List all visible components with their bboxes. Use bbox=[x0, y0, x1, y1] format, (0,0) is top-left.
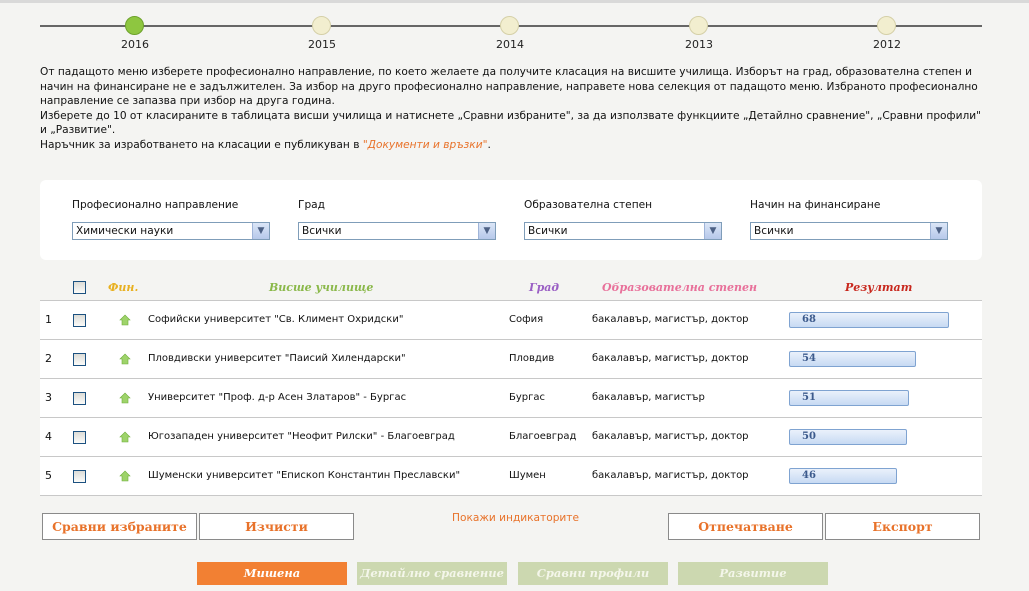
row-rank: 3 bbox=[45, 391, 52, 404]
funding-select[interactable] bbox=[750, 222, 948, 240]
timeline-dot-active[interactable] bbox=[125, 16, 144, 35]
instructions bbox=[40, 65, 990, 152]
tab-compare-profiles[interactable]: Сравни профили bbox=[518, 562, 668, 585]
timeline-year-label[interactable]: 2013 bbox=[685, 38, 713, 51]
timeline-year-label[interactable]: 2016 bbox=[121, 38, 149, 51]
row-degree: бакалавър, магистър, доктор bbox=[592, 314, 749, 325]
row-checkbox[interactable] bbox=[73, 314, 86, 327]
city-label: Град bbox=[298, 199, 326, 211]
row-city: Благоевград bbox=[509, 431, 577, 442]
timeline-dot[interactable] bbox=[689, 16, 708, 35]
timeline-year-label[interactable]: 2014 bbox=[496, 38, 524, 51]
row-school[interactable]: Пловдивски университет "Паисий Хилендарски" bbox=[148, 353, 406, 364]
print-button[interactable]: Отпечатване bbox=[668, 513, 823, 540]
chevron-down-icon[interactable]: ▼ bbox=[930, 223, 947, 239]
funding-select-value: Всички bbox=[754, 225, 794, 237]
header-school[interactable]: Висше училище bbox=[269, 281, 374, 294]
timeline-year-2016[interactable] bbox=[75, 0, 195, 60]
row-checkbox[interactable] bbox=[73, 431, 86, 444]
house-icon[interactable] bbox=[119, 431, 131, 443]
row-checkbox[interactable] bbox=[73, 353, 86, 366]
degree-label: Образователна степен bbox=[524, 199, 653, 211]
degree-filter bbox=[524, 199, 722, 240]
timeline-year-2013[interactable] bbox=[639, 0, 759, 60]
export-button[interactable]: Експорт bbox=[825, 513, 980, 540]
tab-development[interactable]: Развитие bbox=[678, 562, 828, 585]
city-select[interactable] bbox=[298, 222, 496, 240]
chevron-down-icon[interactable]: ▼ bbox=[478, 223, 495, 239]
funding-label: Начин на финансиране bbox=[750, 199, 881, 211]
timeline-year-2012[interactable] bbox=[827, 0, 947, 60]
row-city: Бургас bbox=[509, 392, 546, 403]
row-school[interactable]: Шуменски университет "Епископ Константин Преславски" bbox=[148, 470, 461, 481]
row-rank: 5 bbox=[45, 469, 52, 482]
row-rank: 4 bbox=[45, 430, 52, 443]
year-timeline bbox=[0, 0, 1029, 60]
timeline-year-label[interactable]: 2015 bbox=[308, 38, 336, 51]
compare-selected-button[interactable]: Сравни избраните bbox=[42, 513, 197, 540]
header-degree[interactable]: Образователна степен bbox=[602, 281, 758, 294]
row-school[interactable]: Софийски университет "Св. Климент Охридски" bbox=[148, 314, 404, 325]
row-degree: бакалавър, магистър, доктор bbox=[592, 431, 749, 442]
row-rank: 2 bbox=[45, 352, 52, 365]
instructions-paragraph bbox=[40, 138, 990, 153]
result-bar[interactable]: 54 bbox=[789, 351, 916, 367]
row-city: Шумен bbox=[509, 470, 546, 481]
chevron-down-icon[interactable]: ▼ bbox=[252, 223, 269, 239]
city-filter bbox=[298, 199, 496, 240]
row-checkbox[interactable] bbox=[73, 470, 86, 483]
field-select-value: Химически науки bbox=[76, 225, 174, 237]
row-school[interactable]: Университет "Проф. д-р Асен Златаров" - Бургас bbox=[148, 392, 407, 403]
row-school[interactable]: Югозападен университет "Неофит Рилски" - Благоевград bbox=[148, 431, 455, 442]
degree-select-value: Всички bbox=[528, 225, 568, 237]
header-city[interactable]: Град bbox=[529, 281, 560, 294]
select-all-checkbox[interactable] bbox=[73, 281, 86, 294]
timeline-year-2015[interactable] bbox=[262, 0, 382, 60]
instructions-paragraph: От падащото меню изберете професионално направление, по което желаете да получите класация на висшите училища. Изборът на град, образователна степен и начин на финансиране не е задължителен. За избор на друго професионално направление, направете нова селекция от падащото меню. Избраното професионално направление се запазва при избор на друга година. bbox=[40, 66, 978, 107]
field-label: Професионално направление bbox=[72, 199, 239, 211]
timeline-dot[interactable] bbox=[877, 16, 896, 35]
timeline-dot[interactable] bbox=[500, 16, 519, 35]
degree-select[interactable] bbox=[524, 222, 722, 240]
documents-link[interactable]: "Документи и връзки" bbox=[362, 138, 488, 151]
field-select[interactable] bbox=[72, 222, 270, 240]
filter-panel bbox=[40, 180, 982, 260]
house-icon[interactable] bbox=[119, 470, 131, 482]
header-fin[interactable]: Фин. bbox=[108, 281, 139, 294]
tab-target[interactable]: Мишена bbox=[197, 562, 347, 585]
row-degree: бакалавър, магистър, доктор bbox=[592, 353, 749, 364]
timeline-year-2014[interactable] bbox=[450, 0, 570, 60]
row-city: Пловдив bbox=[509, 353, 555, 364]
timeline-year-label[interactable]: 2012 bbox=[873, 38, 901, 51]
row-city: София bbox=[509, 314, 544, 325]
tab-detailed-comparison[interactable]: Детайлно сравнение bbox=[357, 562, 507, 585]
table-row bbox=[40, 457, 982, 496]
handbook-suffix: . bbox=[487, 138, 491, 151]
table-body bbox=[40, 301, 982, 496]
house-icon[interactable] bbox=[119, 314, 131, 326]
row-degree: бакалавър, магистър bbox=[592, 392, 705, 403]
instructions-paragraph: Изберете до 10 от класираните в таблицата висши училища и натиснете „Сравни избраните", за да използвате функциите „Детайлно сравнение", „Сравни профили" и „Развитие". bbox=[40, 109, 982, 136]
table-row bbox=[40, 418, 982, 457]
result-bar[interactable]: 50 bbox=[789, 429, 907, 445]
row-degree: бакалавър, магистър, доктор bbox=[592, 470, 749, 481]
result-bar[interactable]: 68 bbox=[789, 312, 949, 328]
funding-filter bbox=[750, 199, 948, 240]
timeline-dot[interactable] bbox=[312, 16, 331, 35]
show-indicators-link[interactable]: Покажи индикаторите bbox=[452, 512, 579, 524]
ranking-table bbox=[40, 278, 982, 496]
result-bar[interactable]: 46 bbox=[789, 468, 897, 484]
chevron-down-icon[interactable]: ▼ bbox=[704, 223, 721, 239]
clear-button[interactable]: Изчисти bbox=[199, 513, 354, 540]
city-select-value: Всички bbox=[302, 225, 342, 237]
handbook-text: Наръчник за изработването на класации е публикуван в bbox=[40, 138, 363, 151]
header-result[interactable]: Резултат bbox=[845, 281, 913, 294]
table-header bbox=[40, 278, 982, 301]
table-row bbox=[40, 379, 982, 418]
house-icon[interactable] bbox=[119, 392, 131, 404]
house-icon[interactable] bbox=[119, 353, 131, 365]
row-checkbox[interactable] bbox=[73, 392, 86, 405]
field-filter bbox=[72, 199, 270, 240]
row-rank: 1 bbox=[45, 313, 52, 326]
table-row bbox=[40, 301, 982, 340]
table-row bbox=[40, 340, 982, 379]
result-bar[interactable]: 51 bbox=[789, 390, 909, 406]
